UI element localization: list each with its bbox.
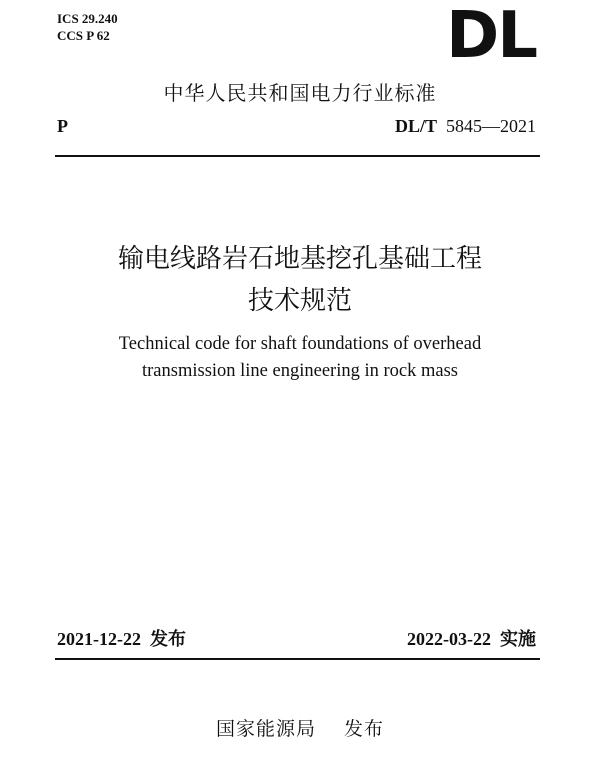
category-code: P (57, 116, 68, 136)
issue-label: 发布 (150, 629, 186, 650)
title-english (0, 331, 600, 385)
publisher-line (0, 714, 600, 741)
standard-number-prefix: DL/T (394, 116, 437, 136)
publisher-name: 国家能源局 (215, 718, 316, 740)
dl-logo: DL (446, 0, 536, 73)
standard-number-value: 5845—2021 (446, 116, 536, 136)
title-english-line-1: Technical code for shaft foundations of overhead (118, 334, 482, 354)
bottom-divider (55, 658, 540, 660)
standard-number (395, 116, 536, 137)
title-english-line-2: transmission line engineering in rock mass (142, 361, 458, 381)
top-divider (55, 155, 540, 157)
title-chinese-line-2: 技术规范 (247, 286, 352, 316)
ccs-code: CCS P 62 (57, 28, 110, 43)
implementation-date-block (407, 625, 536, 651)
classification-codes (57, 10, 118, 44)
ics-code: ICS 29.240 (57, 11, 118, 26)
issue-date: 2021-12-22 (57, 629, 141, 649)
issue-date-block (57, 625, 186, 651)
title-chinese (0, 238, 600, 322)
publisher-action: 发布 (344, 718, 385, 740)
implementation-date: 2022-03-22 (407, 629, 491, 649)
title-chinese-line-1: 输电线路岩石地基挖孔基础工程 (117, 244, 482, 274)
implementation-label: 实施 (500, 629, 536, 650)
industry-standard-heading: 中华人民共和国电力行业标准 (163, 81, 437, 105)
